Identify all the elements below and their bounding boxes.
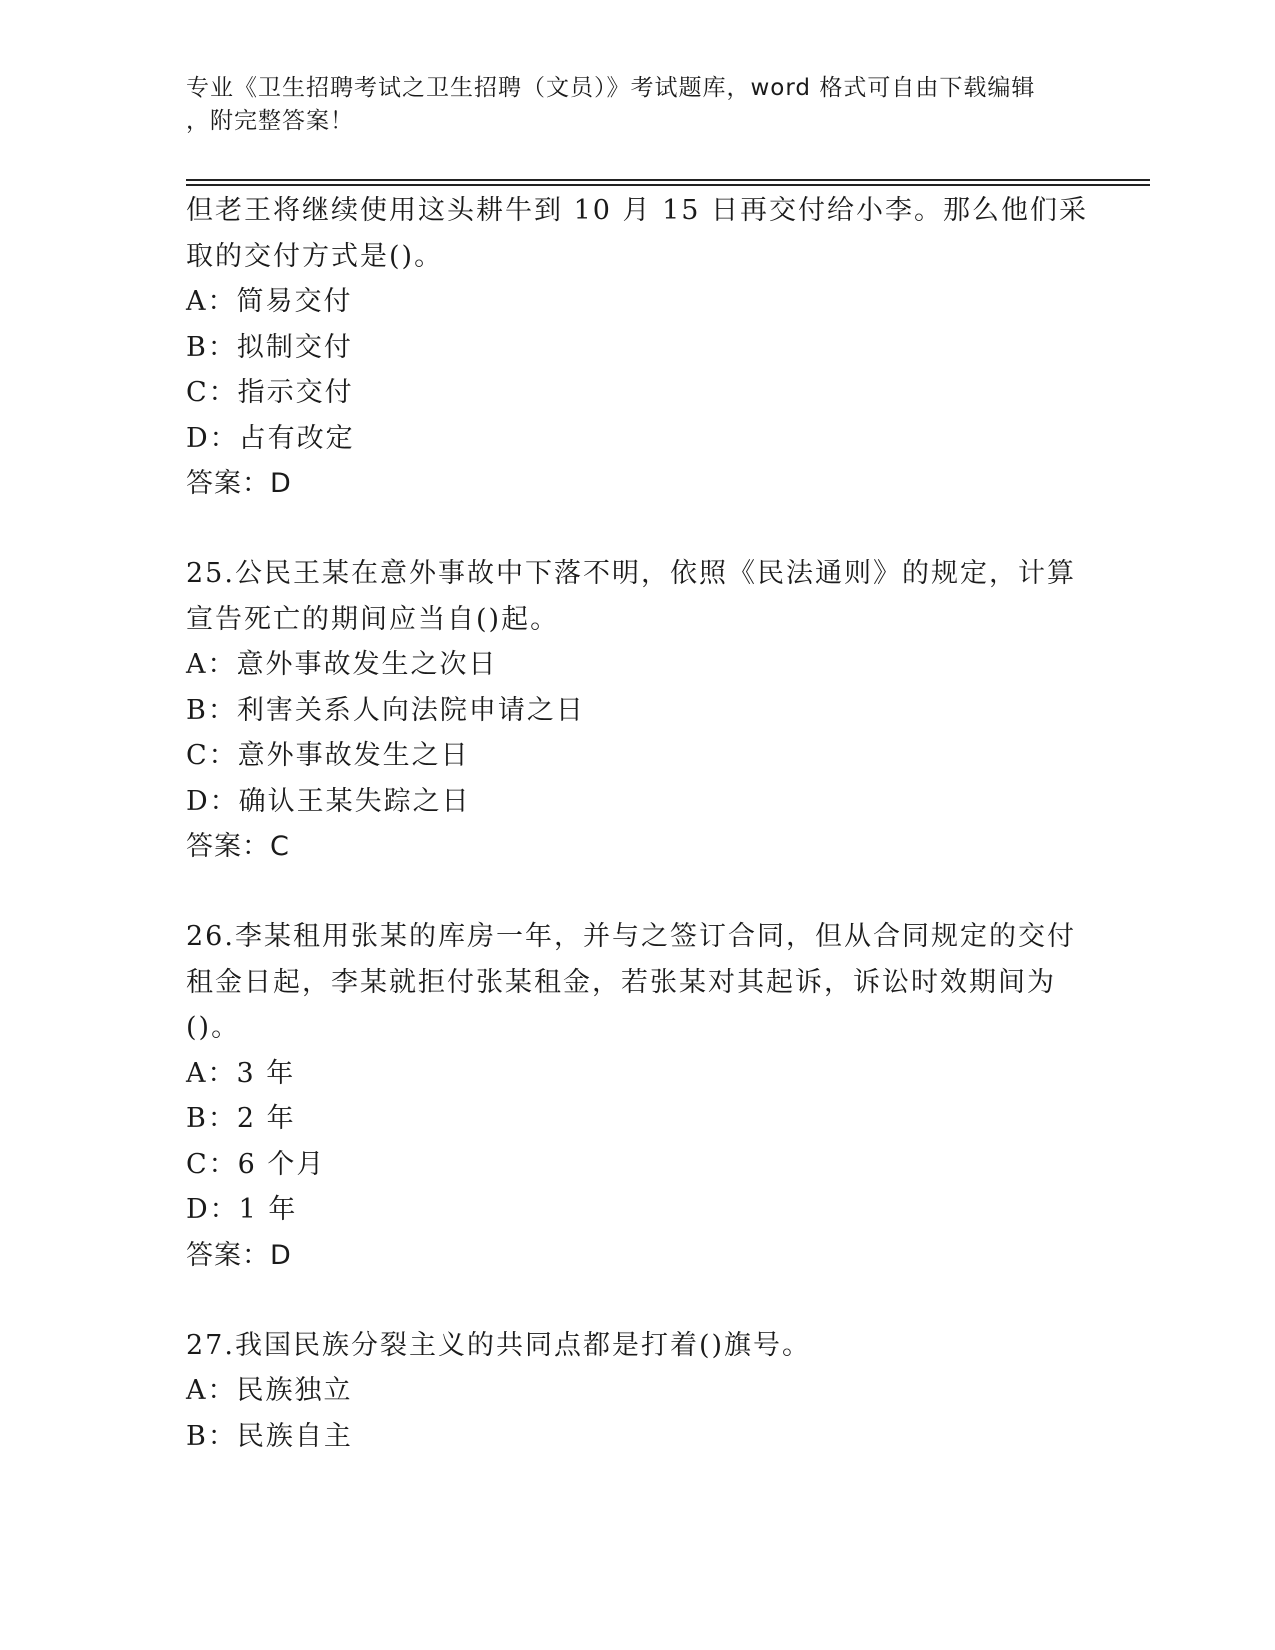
answer-text: 答案：C [186,831,290,862]
option-b: B：利害关系人向法院申请之日 [186,694,585,726]
header-divider-top [186,179,1150,181]
question-25 [186,551,1086,870]
question-24-continued [186,188,1089,507]
spacer [186,1279,1086,1323]
option-b: B：民族自主 [186,1420,353,1452]
answer-text: 答案：D [186,1239,292,1271]
option-b: B：拟制交付 [186,331,353,363]
header-line-2: ，附完整答案！ [186,108,354,134]
question-text-line: 租金日起，李某就拒付张某租金，若张某对其起诉，诉讼时效期间为 [186,966,1056,998]
option-a: A：简易交付 [186,286,353,317]
option-a: A：民族独立 [186,1375,353,1406]
question-text-line: ()。 [186,1012,241,1043]
question-text-line: 25.公民王某在意外事故中下落不明，依照《民法通则》的规定，计算 [186,558,1076,589]
question-body [186,188,1089,1459]
option-b: B：2 年 [186,1103,296,1134]
question-text-line: 27.我国民族分裂主义的共同点都是打着()旗号。 [186,1329,812,1361]
option-d: D：占有改定 [186,422,355,454]
option-c: C：6 个月 [186,1148,326,1180]
question-text-line: 26.李某租用张某的库房一年，并与之签订合同，但从合同规定的交付 [186,921,1076,952]
spacer [186,507,1086,551]
spacer [186,870,1086,914]
option-a: A：意外事故发生之次日 [186,649,498,680]
option-c: C：指示交付 [186,377,354,408]
option-c: C：意外事故发生之日 [186,740,470,771]
header-line-1: 专业《卫生招聘考试之卫生招聘（文员）》考试题库，word 格式可自由下载编辑 [186,75,1036,101]
question-text-line: 取的交付方式是()。 [186,240,444,272]
header-divider-bottom [186,184,1150,186]
question-26 [186,914,1086,1279]
document-header [186,72,1086,138]
option-d: D：确认王某失踪之日 [186,785,471,817]
option-d: D：1 年 [186,1194,298,1225]
question-text-line: 但老王将继续使用这头耕牛到 10 月 15 日再交付给小李。那么他们采 [186,195,1089,226]
question-27 [186,1323,1086,1460]
question-text-line: 宣告死亡的期间应当自()起。 [186,603,560,635]
answer-text: 答案：D [186,468,292,499]
option-a: A：3 年 [186,1057,296,1089]
